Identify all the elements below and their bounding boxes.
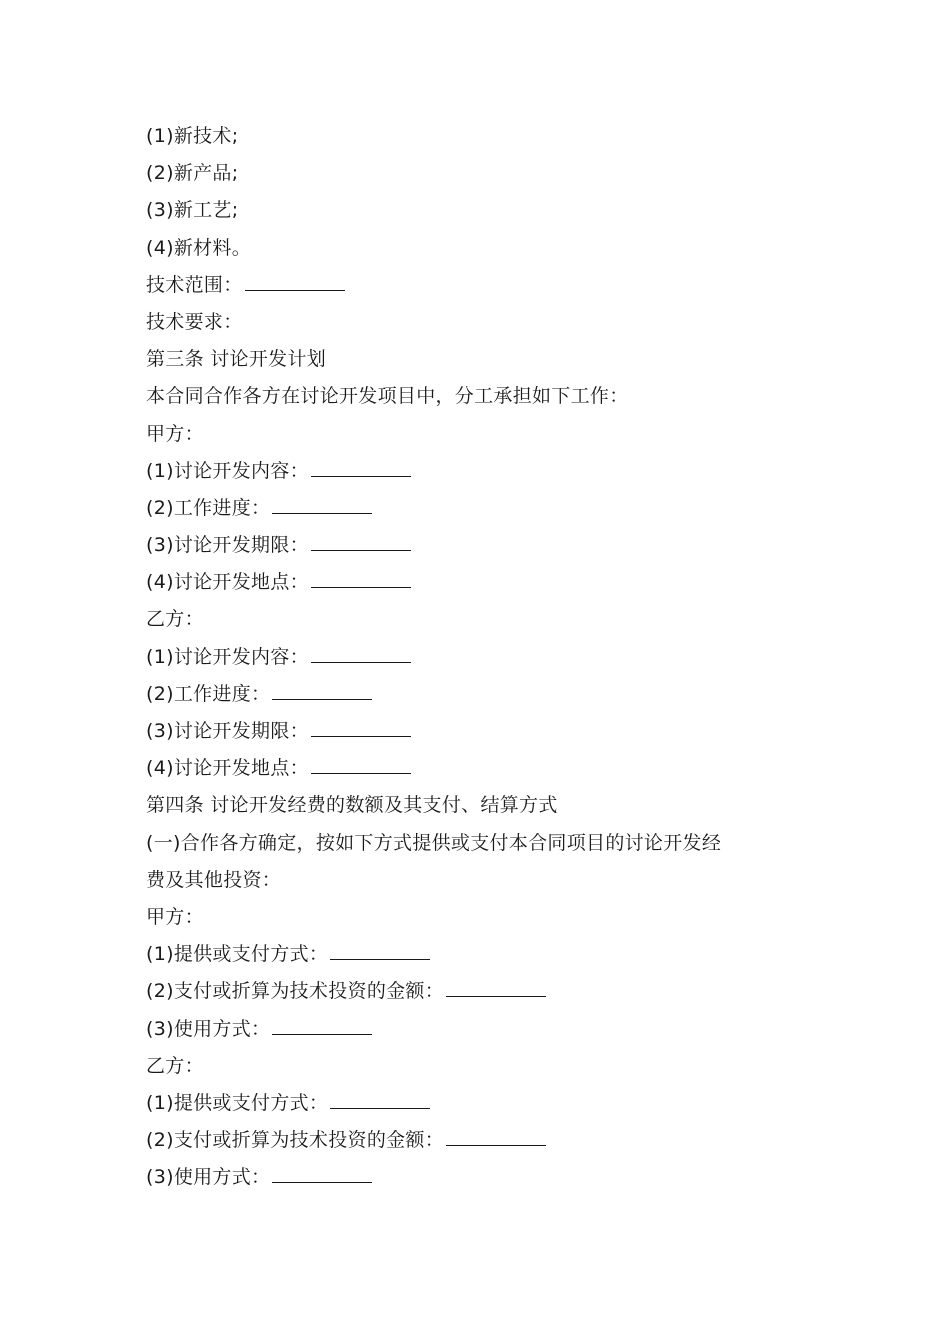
line-text: (2)支付或折算为技术投资的金额： <box>146 1129 445 1152</box>
fill-in-blank <box>311 718 411 737</box>
text-line <box>146 341 826 378</box>
line-text: (一)合作各方确定，按如下方式提供或支付本合同项目的讨论开发经 <box>146 831 722 854</box>
line-text: (3)使用方式： <box>146 1166 271 1189</box>
line-text: (3)新工艺; <box>146 199 239 222</box>
fill-in-blank <box>272 1164 372 1183</box>
text-line <box>146 378 826 415</box>
line-text: (1)讨论开发内容： <box>146 645 309 668</box>
text-line <box>146 1011 826 1048</box>
line-text: (4)讨论开发地点： <box>146 757 309 780</box>
fill-in-blank <box>272 681 372 700</box>
fill-in-blank <box>311 644 411 663</box>
fill-in-blank <box>330 941 430 960</box>
text-line <box>146 192 826 229</box>
fill-in-blank <box>311 458 411 477</box>
text-line <box>146 527 826 564</box>
text-line <box>146 416 826 453</box>
line-text: (3)使用方式： <box>146 1017 271 1040</box>
line-text: (2)支付或折算为技术投资的金额： <box>146 980 445 1003</box>
line-text: (1)提供或支付方式： <box>146 943 329 966</box>
text-line <box>146 118 826 155</box>
text-line <box>146 453 826 490</box>
text-line <box>146 564 826 601</box>
line-text: (2)工作进度： <box>146 682 271 705</box>
text-line <box>146 304 826 341</box>
text-line <box>146 862 826 899</box>
text-line <box>146 899 826 936</box>
text-line <box>146 1085 826 1122</box>
fill-in-blank <box>446 978 546 997</box>
fill-in-blank <box>311 755 411 774</box>
line-text: 乙方： <box>146 1054 204 1077</box>
fill-in-blank <box>311 569 411 588</box>
text-line <box>146 750 826 787</box>
line-text: (1)讨论开发内容： <box>146 459 309 482</box>
line-text: (2)工作进度： <box>146 496 271 519</box>
text-line <box>146 601 826 638</box>
text-line <box>146 936 826 973</box>
line-text: 费及其他投资： <box>146 868 282 891</box>
text-line <box>146 825 826 862</box>
line-text: (3)讨论开发期限： <box>146 720 309 742</box>
line-text: (3)讨论开发期限： <box>146 534 309 557</box>
text-line <box>146 787 826 824</box>
contract-text-body <box>146 118 826 1196</box>
line-text: 第四条 讨论开发经费的数额及其支付、结算方式 <box>146 794 558 817</box>
fill-in-blank <box>245 272 345 291</box>
text-line <box>146 713 826 750</box>
text-line <box>146 973 826 1010</box>
text-line <box>146 639 826 676</box>
line-text: (4)讨论开发地点： <box>146 571 309 594</box>
fill-in-blank <box>272 1016 372 1035</box>
text-line <box>146 1159 826 1196</box>
line-text: (1)新技术; <box>146 125 239 147</box>
text-line <box>146 1048 826 1085</box>
text-line <box>146 676 826 713</box>
line-text: 第三条 讨论开发计划 <box>146 348 327 371</box>
fill-in-blank <box>272 495 372 514</box>
text-line <box>146 490 826 527</box>
text-line <box>146 1122 826 1159</box>
text-line <box>146 230 826 267</box>
line-text: (4)新材料。 <box>146 236 252 259</box>
line-text: 甲方： <box>146 422 204 445</box>
fill-in-blank <box>446 1127 546 1146</box>
line-text: 技术要求： <box>146 310 243 333</box>
line-text: 甲方： <box>146 905 204 928</box>
line-text: 本合同合作各方在讨论开发项目中，分工承担如下工作： <box>146 385 629 408</box>
text-line <box>146 155 826 192</box>
line-text: 技术范围： <box>146 273 243 296</box>
line-text: (1)提供或支付方式： <box>146 1091 329 1114</box>
fill-in-blank <box>311 532 411 551</box>
line-text: (2)新产品; <box>146 162 239 185</box>
fill-in-blank <box>330 1090 430 1109</box>
line-text: 乙方： <box>146 608 204 631</box>
text-line <box>146 267 826 304</box>
